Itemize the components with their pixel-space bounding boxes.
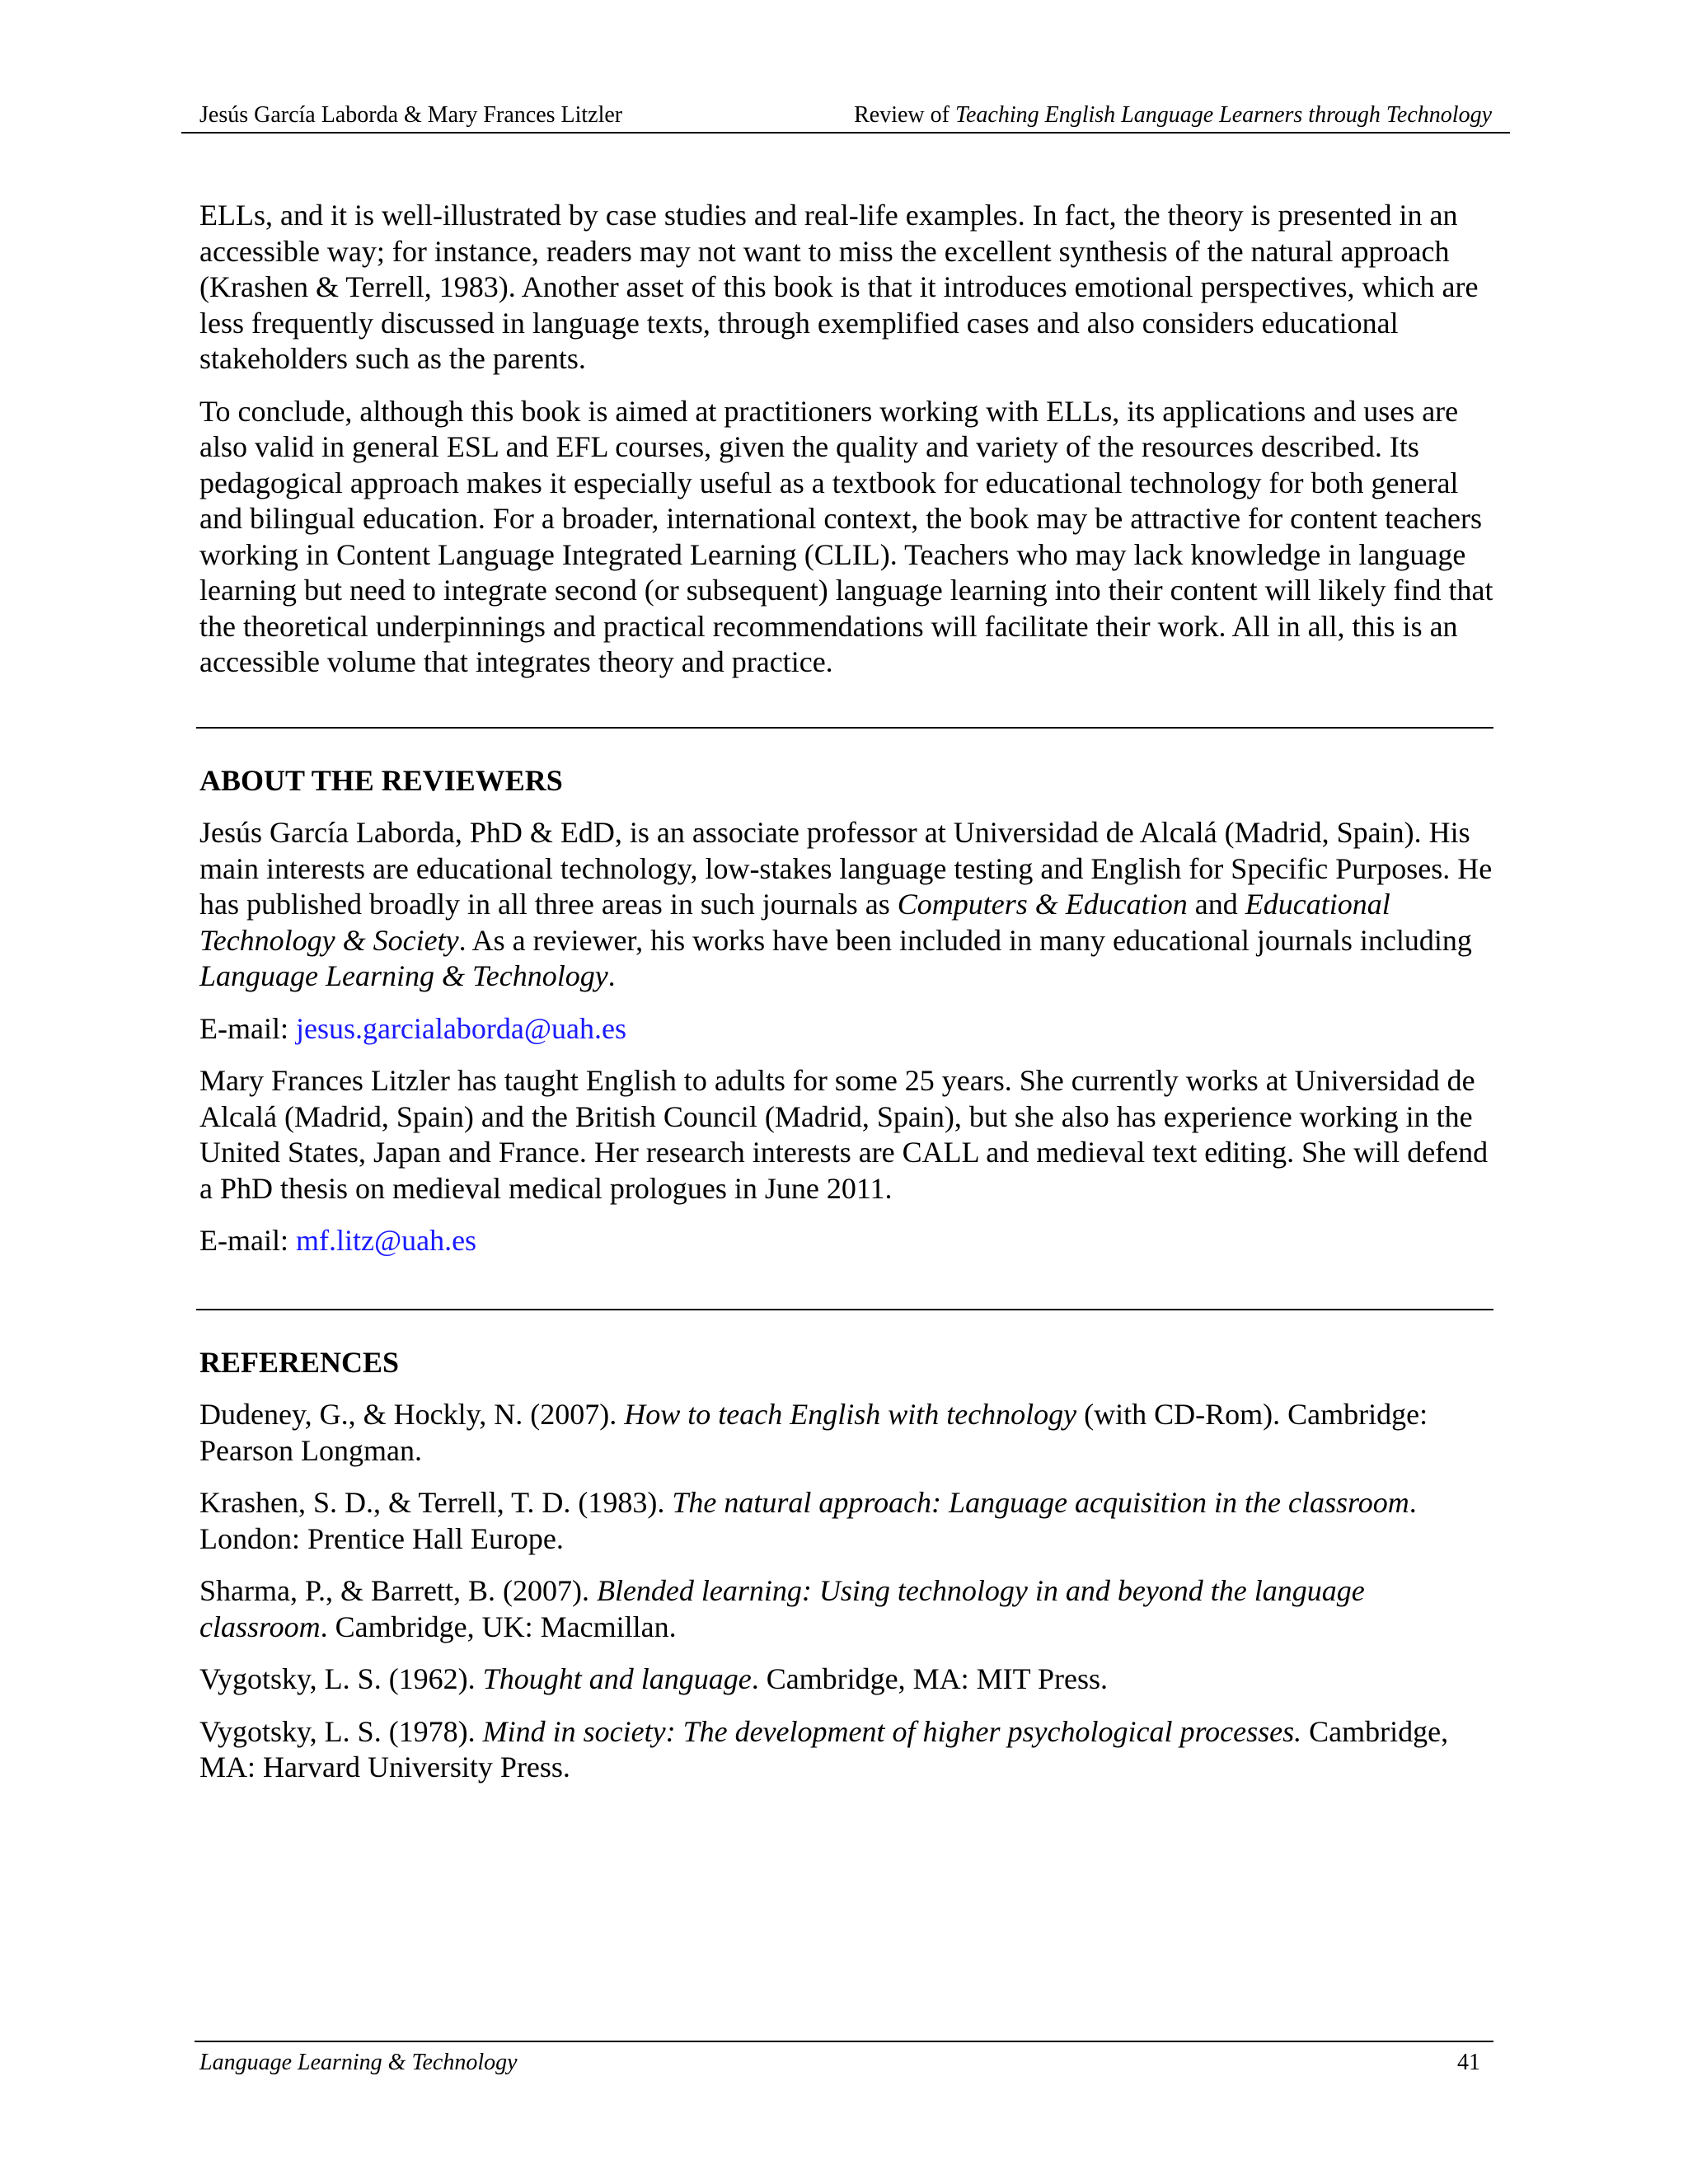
reference-authors-year: Sharma, P., & Barrett, B. (2007). bbox=[199, 1574, 597, 1607]
reference-item bbox=[199, 1397, 1493, 1469]
reviewers-heading: ABOUT THE REVIEWERS bbox=[199, 763, 563, 797]
reference-authors-year: Dudeney, G., & Hockly, N. (2007). bbox=[199, 1398, 625, 1431]
reviewer-bio-2: Mary Frances Litzler has taught English to adults for some 25 years. She currently works at Universidad de Alcalá (Madrid, Spain) and the British Council (Madrid, Spain), but she also has experience working in the United States, Japan and France. Her research interests are CALL and medieval text editing. She will defend a PhD thesis on medieval medical prologues in June 2011. bbox=[199, 1064, 1489, 1205]
body-paragraph-1: ELLs, and it is well-illustrated by case studies and real-life examples. In fact, the theory is presented in an accessible way; for instance, readers may not want to miss the excellent synthesis of the natural approach (Krashen & Terrell, 1983). Another asset of this book is that it introduces emotional perspectives, which are less frequently discussed in language texts, through exemplified cases and also considers educational stakeholders such as the parents. bbox=[199, 199, 1479, 375]
section-divider bbox=[196, 727, 1493, 729]
reference-title: Mind in society: The development of higher psychological processes. bbox=[482, 1714, 1302, 1748]
reference-title: How to teach English with technology bbox=[624, 1398, 1077, 1431]
reference-publisher: (with CD-Rom). Cambridge: Pearson Longman. bbox=[199, 1398, 1428, 1467]
reference-title: Thought and language bbox=[482, 1662, 752, 1695]
reviewer-email-2-line bbox=[199, 1223, 1493, 1259]
references-heading: REFERENCES bbox=[199, 1345, 400, 1379]
reviewer-email-2-link[interactable]: mf.litz@uah.es bbox=[295, 1224, 477, 1257]
header-authors: Jesús García Laborda & Mary Frances Litzler bbox=[199, 102, 623, 128]
reviewer-bio-1 bbox=[199, 815, 1493, 995]
header-review-prefix: Review of bbox=[854, 102, 955, 128]
reference-title: The natural approach: Language acquisition in the classroom bbox=[672, 1486, 1409, 1519]
reference-publisher: Cambridge, MA: Harvard University Press. bbox=[199, 1714, 1449, 1783]
reference-publisher: . Cambridge, MA: MIT Press. bbox=[751, 1662, 1109, 1695]
bio1-text-d: . bbox=[607, 959, 616, 992]
page-footer bbox=[195, 2041, 1493, 2075]
reference-authors-year: Vygotsky, L. S. (1962). bbox=[199, 1662, 483, 1695]
bio1-journal-3: Language Learning & Technology bbox=[199, 959, 608, 992]
footer-journal-name: Language Learning & Technology bbox=[199, 2050, 518, 2075]
email-label: E-mail: bbox=[199, 1224, 296, 1257]
reference-item bbox=[199, 1485, 1493, 1557]
email-label: E-mail: bbox=[199, 1011, 296, 1045]
reference-item bbox=[199, 1714, 1493, 1786]
bio1-text-a: Jesús García Laborda, PhD & EdD, is an associate professor at Universidad de Alcalá (Madrid, Spain). His main interests are educational technology, low-stakes language testing and English for Specific Purposes. He has published broadly in all three areas in such journals as bbox=[199, 816, 1493, 921]
running-head bbox=[181, 96, 1510, 134]
header-review-title bbox=[854, 99, 1492, 132]
reviewer-email-1-line bbox=[199, 1011, 1493, 1047]
reference-publisher: . Cambridge, UK: Macmillan. bbox=[320, 1610, 677, 1643]
reference-list bbox=[199, 1397, 1493, 1786]
reference-item bbox=[199, 1573, 1493, 1645]
main-content bbox=[199, 198, 1493, 1786]
reference-item bbox=[199, 1661, 1493, 1698]
bio1-text-b: and bbox=[1187, 888, 1245, 921]
reference-authors-year: Krashen, S. D., & Terrell, T. D. (1983). bbox=[199, 1486, 673, 1519]
footer-page-number: 41 bbox=[1457, 2050, 1480, 2075]
reference-title: Blended learning: Using technology in and beyond the language classroom bbox=[199, 1574, 1365, 1643]
bio1-journal-1: Computers & Education bbox=[897, 888, 1188, 921]
reference-publisher: . London: Prentice Hall Europe. bbox=[199, 1486, 1417, 1555]
reviewer-email-1-link[interactable]: jesus.garcialaborda@uah.es bbox=[295, 1011, 626, 1045]
body-paragraph-2: To conclude, although this book is aimed at practitioners working with ELLs, its applications and uses are also valid in general ESL and EFL courses, given the quality and variety of the resources described. Its pedagogical approach makes it especially useful as a textbook for educational technology for both general and bilingual education. For a broader, international context, the book may be attractive for content teachers working in Content Language Integrated Learning (CLIL). Teachers who may lack knowledge in language learning but need to integrate second (or subsequent) language learning into their content will likely find that the theoretical underpinnings and practical recommendations will facilitate their work. All in all, this is an accessible volume that integrates theory and practice. bbox=[199, 394, 1493, 678]
header-book-title: Teaching English Language Learners through Technology bbox=[954, 102, 1492, 128]
section-divider bbox=[196, 1309, 1493, 1310]
bio1-text-c: . As a reviewer, his works have been included in many educational journals including bbox=[458, 923, 1472, 957]
bio1-journal-2: Educational Technology & Society bbox=[199, 888, 1390, 957]
reference-authors-year: Vygotsky, L. S. (1978). bbox=[199, 1714, 483, 1748]
